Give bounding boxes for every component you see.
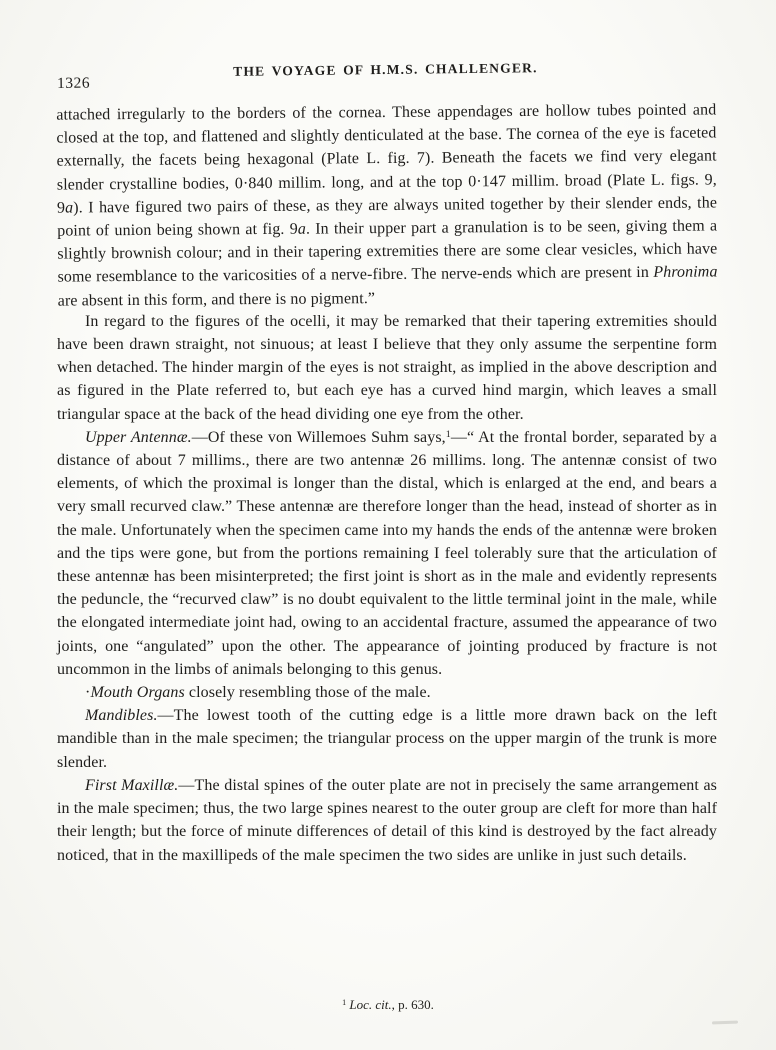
italic-run: First Maxillæ. (85, 776, 179, 794)
text-run: In regard to the figures of the ocelli, it may be remarked that their tapering extremities should have been drawn straight, not sinuous; at least I believe that they only assume the serpentine form when detached. The hinder margin of the eyes is not straight, as implied in the above description and as figured in the Plate referred to, but each eye has a curved hind margin, which leaves a small triangular space at the back of the head dividing one eye from the other. (57, 312, 717, 423)
footnote (0, 997, 776, 1013)
text-run: attached irregularly to the borders of the cornea. These appendages are hollow tubes pointed and closed at the top, and flattened and slightly denticulated at the base. The cornea of the eye is faceted externally, the facets being hexagonal (Plate L. fig. 7). Beneath the facets we find very elegant slender crystalline bodies, 0·840 millim. long, and at the top 0·147 millim. broad (Plate L. figs. 9, 9 (56, 101, 717, 217)
running-title: THE VOYAGE OF H.M.S. CHALLENGER. (233, 60, 538, 79)
superscript-marker: 1 (342, 998, 347, 1008)
page-header (57, 58, 714, 92)
scan-artifact-mark (712, 1021, 738, 1025)
text-run: are absent in this form, and there is no pigment.” (57, 289, 376, 310)
text-run: closely resembling those of the male. (184, 684, 431, 702)
italic-run: Phronima (653, 263, 718, 282)
paragraph (56, 98, 718, 312)
text-run: p. 630. (394, 997, 434, 1012)
italic-run: a (65, 199, 74, 217)
paragraph (57, 774, 717, 867)
paragraph (57, 704, 717, 774)
page-body (57, 101, 717, 867)
text-run: —The lowest tooth of the cutting edge is a little more drawn back on the left mandible than in the male specimen; the triangular process on the upper margin of the trunk is more slender. (57, 707, 717, 771)
text-run: · (85, 684, 91, 702)
text-run: —“ At the frontal border, separated by a distance of about 7 millims., there are two antennæ 26 millims. long. The antennæ consist of two elements, of which the proximal is longer than the distal, which is enlarged at the end, and bears a very small recurved claw.” These antennæ are therefore longer than the head, instead of shorter as in the male. Unfortunately when the specimen came into my hands the ends of the antennæ were broken and the tips were gone, but from the portions remaining I feel tolerably sure that the articulation of these antennæ has been misinterpreted; the first joint is short as in the male and evidently represents the peduncle, the “recurved claw” is no doubt equivalent to the little terminal joint in the male, while the elongated intermediate joint had, owing to an accidental fracture, assumed the appearance of two joints, one “angulated” upon the other. The appearance of jointing produced by fracture is not uncommon in the limbs of animals belonging to this genus. (57, 428, 717, 678)
paragraph (57, 681, 717, 704)
italic-run: Loc. cit., (346, 997, 395, 1012)
italic-run: Mouth Organs (90, 684, 185, 702)
text-run: —The distal spines of the outer plate are not in precisely the same arrangement as in the male specimen; thus, the two large spines nearest to the outer group are cleft for more than half their length; but the force of minute differences of detail of this kind is destroyed by the fact already noticed, that in the maxillipeds of the male specimen the two sides are unlike in just such details. (57, 776, 717, 864)
italic-run: Mandibles. (85, 707, 158, 725)
paragraph (57, 426, 717, 681)
text-run: —Of these von Willemoes Suhm says, (191, 428, 446, 446)
superscript-marker: 1 (445, 429, 451, 441)
text-run: ). I have figured two pairs of these, as they are always united together by their slender ends, the point of union being shown at fig. 9 (57, 194, 718, 240)
italic-run: a (297, 220, 306, 238)
paragraph (57, 310, 717, 426)
italic-run: Upper Antennæ. (85, 428, 192, 446)
text-run: . In their upper part a granulation is to be seen, giving them a slightly brownish colour; and in their tapering extremities there are some clear vesicles, which have some resemblance to the varicosities of a nerve-fibre. The nerve-ends which are present in (57, 217, 718, 287)
page-number: 1326 (56, 74, 91, 93)
